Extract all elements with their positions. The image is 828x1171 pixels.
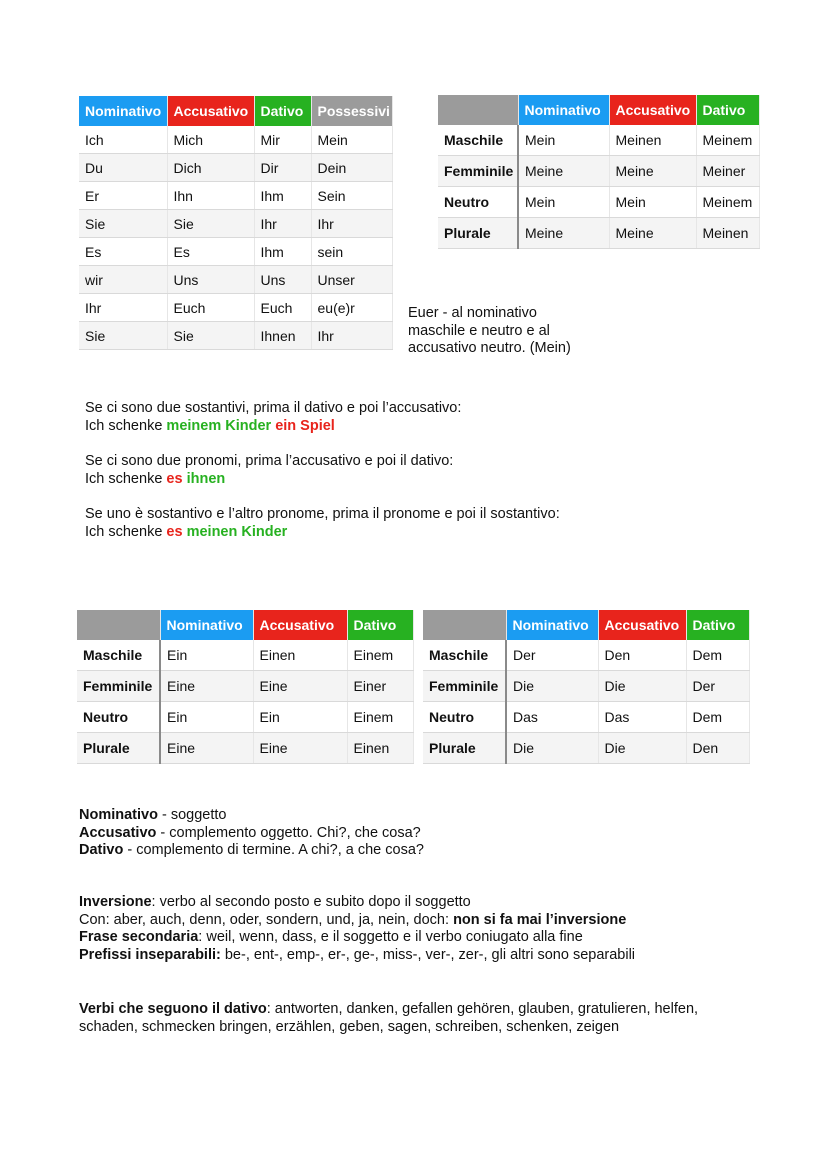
- table-cell: Eine: [160, 671, 253, 702]
- table-cell: Sie: [167, 322, 254, 350]
- table-cell: Eine: [253, 671, 347, 702]
- table-cell: Es: [167, 238, 254, 266]
- case-desc: - complemento oggetto. Chi?, che cosa?: [156, 824, 421, 841]
- def-header-nominativo: Nominativo: [506, 610, 598, 640]
- table-cell: Meinen: [609, 125, 696, 156]
- secondaria-line: [79, 929, 635, 947]
- table-cell: Unser: [311, 266, 392, 294]
- table-cell: Meinem: [696, 125, 759, 156]
- table-cell: Uns: [254, 266, 311, 294]
- possessive-header-nominativo: Nominativo: [518, 95, 609, 125]
- example-accusative: ein Spiel: [275, 417, 335, 434]
- def-header-corner: [423, 610, 506, 640]
- table-cell: Maschile: [438, 125, 518, 156]
- rule-example: [85, 524, 560, 542]
- con-bold: non si fa mai l’inversione: [453, 911, 627, 928]
- table-cell: Eine: [253, 733, 347, 764]
- euer-note-line: Euer - al nominativo: [408, 305, 537, 321]
- prefissi-desc: be-, ent-, emp-, er-, ge-, miss-, ver-, zer-, gli altri sono separabili: [220, 946, 636, 963]
- def-header-dativo: Dativo: [686, 610, 749, 640]
- table-cell: Ihm: [254, 238, 311, 266]
- table-row: [79, 322, 392, 350]
- table-cell: Mir: [254, 126, 311, 154]
- rule-example: [85, 418, 461, 436]
- euer-note: [408, 305, 571, 358]
- example-dative: meinem Kinder: [166, 417, 272, 434]
- table-cell: Ihm: [254, 182, 311, 210]
- inversione-term: Inversione: [79, 894, 152, 910]
- indef-header-nominativo: Nominativo: [160, 610, 253, 640]
- case-term: Accusativo: [79, 824, 157, 841]
- table-cell: Meine: [609, 156, 696, 187]
- table-cell: Die: [506, 671, 598, 702]
- table-cell: Femminile: [438, 156, 518, 187]
- table-cell: Einer: [347, 671, 413, 702]
- table-cell: Es: [79, 238, 167, 266]
- indef-header-dativo: Dativo: [347, 610, 413, 640]
- table-row: [79, 266, 392, 294]
- table-row: [77, 733, 413, 764]
- table-cell: Die: [598, 671, 686, 702]
- table-cell: Euch: [167, 294, 254, 322]
- table-cell: Der: [686, 671, 749, 702]
- rule-text: Se ci sono due sostantivi, prima il dativo e poi l’accusativo:: [85, 400, 462, 416]
- case-line: [79, 825, 424, 843]
- table-cell: Ihnen: [254, 322, 311, 350]
- table-cell: Euch: [254, 294, 311, 322]
- table-cell: Dein: [311, 154, 392, 182]
- table-cell: Der: [506, 640, 598, 671]
- possessive-header-dativo: Dativo: [696, 95, 759, 125]
- def-header-accusativo: Accusativo: [598, 610, 686, 640]
- table-cell: Dir: [254, 154, 311, 182]
- table-cell: Meine: [518, 218, 609, 249]
- table-cell: Die: [506, 733, 598, 764]
- table-row: [423, 702, 749, 733]
- table-cell: Meinem: [696, 187, 759, 218]
- rule-nouns: [85, 400, 461, 435]
- possessive-table: [438, 95, 760, 249]
- example-prefix: Ich schenke: [85, 470, 167, 487]
- table-cell: Sie: [79, 322, 167, 350]
- table-cell: Einen: [253, 640, 347, 671]
- table-cell: wir: [79, 266, 167, 294]
- table-cell: Mich: [167, 126, 254, 154]
- table-cell: Ihr: [254, 210, 311, 238]
- indef-header-corner: [77, 610, 160, 640]
- table-cell: Meine: [609, 218, 696, 249]
- table-cell: Ein: [160, 702, 253, 733]
- con-line: [79, 912, 635, 930]
- table-cell: Neutro: [438, 187, 518, 218]
- table-cell: Sie: [79, 210, 167, 238]
- table-cell: Plurale: [423, 733, 506, 764]
- verbi-term: Verbi che seguono il dativo: [79, 1001, 267, 1017]
- rule-example: [85, 471, 453, 489]
- table-cell: Das: [506, 702, 598, 733]
- cases-section: [79, 807, 424, 860]
- table-cell: Mein: [518, 187, 609, 218]
- inversione-line: [79, 894, 635, 912]
- table-cell: Meinen: [696, 218, 759, 249]
- table-row: [79, 126, 392, 154]
- con-text: Con: aber, auch, denn, oder, sondern, und, ja, nein, doch:: [79, 911, 454, 928]
- table-cell: Das: [598, 702, 686, 733]
- example-accusative: es: [166, 523, 183, 540]
- table-cell: Dem: [686, 640, 749, 671]
- table-cell: Maschile: [77, 640, 160, 671]
- pronoun-header-possessivi: Possessivi: [311, 96, 392, 126]
- rule-text: Se uno è sostantivo e l’altro pronome, prima il pronome e poi il sostantivo:: [85, 506, 560, 522]
- example-prefix: Ich schenke: [85, 417, 167, 434]
- table-row: [77, 640, 413, 671]
- case-desc: - complemento di termine. A chi?, a che cosa?: [123, 842, 424, 858]
- definite-article-table: [423, 610, 750, 764]
- table-cell: Einen: [347, 733, 413, 764]
- case-term: Nominativo: [79, 807, 158, 823]
- euer-note-line: maschile e neutro e al: [408, 322, 550, 339]
- rule-mixed: [85, 506, 560, 541]
- table-cell: eu(e)r: [311, 294, 392, 322]
- case-line: [79, 807, 424, 825]
- table-cell: Dem: [686, 702, 749, 733]
- table-cell: Meiner: [696, 156, 759, 187]
- table-row: [438, 218, 759, 249]
- table-cell: Femminile: [423, 671, 506, 702]
- table-row: [79, 238, 392, 266]
- table-cell: Ihr: [79, 294, 167, 322]
- case-desc: - soggetto: [157, 807, 227, 823]
- table-cell: Ein: [253, 702, 347, 733]
- verbi-line1: : antworten, danken, gefallen gehören, glauben, gratulieren, helfen,: [266, 1001, 699, 1017]
- example-dative: meinen Kinder: [186, 523, 288, 540]
- table-cell: Ich: [79, 126, 167, 154]
- dative-verbs-section: [79, 1001, 698, 1036]
- table-row: [423, 671, 749, 702]
- table-cell: Mein: [311, 126, 392, 154]
- grammar-section: [79, 894, 635, 964]
- table-cell: Einem: [347, 640, 413, 671]
- secondaria-desc: : weil, wenn, dass, e il soggetto e il verbo coniugato alla fine: [198, 929, 583, 945]
- table-row: [79, 182, 392, 210]
- table-cell: Neutro: [423, 702, 506, 733]
- table-cell: Meine: [518, 156, 609, 187]
- table-cell: Neutro: [77, 702, 160, 733]
- table-row: [77, 671, 413, 702]
- table-row: [423, 640, 749, 671]
- example-accusative: es: [166, 470, 183, 487]
- table-cell: Ein: [160, 640, 253, 671]
- table-cell: Du: [79, 154, 167, 182]
- table-cell: Den: [598, 640, 686, 671]
- table-cell: Sie: [167, 210, 254, 238]
- indefinite-article-table: [77, 610, 414, 764]
- table-cell: Femminile: [77, 671, 160, 702]
- pronoun-header-accusativo: Accusativo: [167, 96, 254, 126]
- possessive-header-accusativo: Accusativo: [609, 95, 696, 125]
- prefissi-line: [79, 947, 635, 965]
- table-row: [79, 154, 392, 182]
- table-cell: Uns: [167, 266, 254, 294]
- euer-note-line: accusativo neutro. (Mein): [408, 340, 571, 356]
- table-row: [79, 294, 392, 322]
- table-row: [77, 702, 413, 733]
- rule-text: Se ci sono due pronomi, prima l’accusativo e poi il dativo:: [85, 453, 454, 469]
- pronoun-table: [79, 96, 393, 350]
- table-cell: Mein: [518, 125, 609, 156]
- table-cell: Ihr: [311, 322, 392, 350]
- table-cell: Plurale: [77, 733, 160, 764]
- table-cell: Plurale: [438, 218, 518, 249]
- table-cell: Einem: [347, 702, 413, 733]
- table-cell: Sein: [311, 182, 392, 210]
- table-row: [438, 125, 759, 156]
- prefissi-term: Prefissi inseparabili:: [79, 946, 221, 963]
- table-cell: Mein: [609, 187, 696, 218]
- verbi-line: [79, 1001, 698, 1019]
- possessive-header-corner: [438, 95, 518, 125]
- pronoun-header-dativo: Dativo: [254, 96, 311, 126]
- table-cell: Er: [79, 182, 167, 210]
- indef-header-accusativo: Accusativo: [253, 610, 347, 640]
- table-row: [438, 156, 759, 187]
- rule-pronouns: [85, 453, 453, 488]
- inversione-desc: : verbo al secondo posto e subito dopo il soggetto: [151, 894, 471, 910]
- example-prefix: Ich schenke: [85, 523, 167, 540]
- case-term: Dativo: [79, 842, 124, 858]
- table-cell: Maschile: [423, 640, 506, 671]
- table-cell: Den: [686, 733, 749, 764]
- table-cell: Ihr: [311, 210, 392, 238]
- table-cell: Die: [598, 733, 686, 764]
- table-cell: Dich: [167, 154, 254, 182]
- table-cell: Eine: [160, 733, 253, 764]
- table-row: [423, 733, 749, 764]
- table-cell: sein: [311, 238, 392, 266]
- table-row: [79, 210, 392, 238]
- example-dative: ihnen: [186, 470, 226, 487]
- verbi-line2: schaden, schmecken bringen, erzählen, geben, sagen, schreiben, schenken, zeigen: [79, 1018, 620, 1035]
- case-line: [79, 842, 424, 860]
- table-cell: Ihn: [167, 182, 254, 210]
- pronoun-header-nominativo: Nominativo: [79, 96, 167, 126]
- table-row: [438, 187, 759, 218]
- secondaria-term: Frase secondaria: [79, 929, 199, 945]
